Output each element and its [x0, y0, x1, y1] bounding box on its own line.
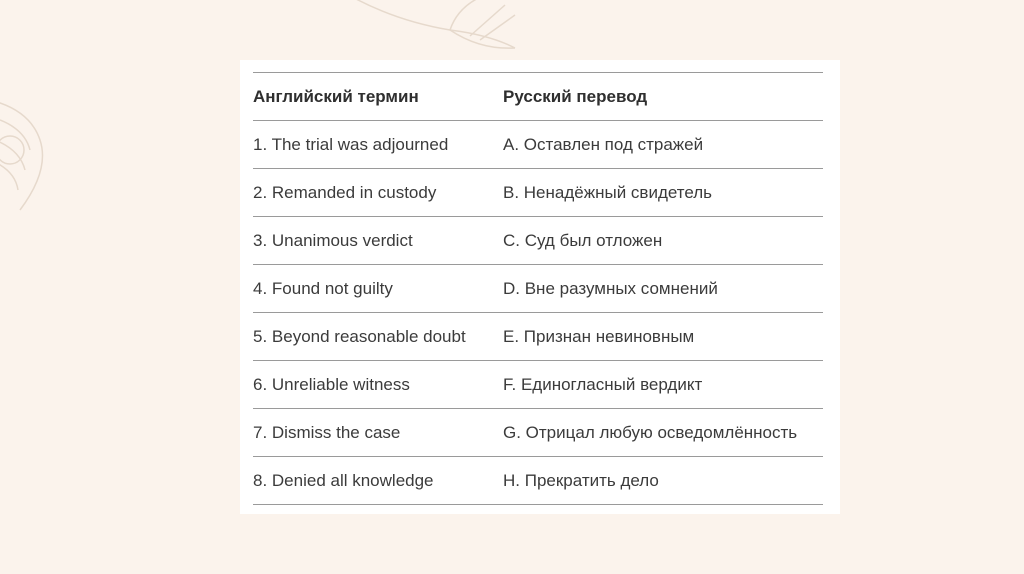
russian-translation: G. Отрицал любую осведомлённость [503, 409, 823, 457]
table-row [253, 457, 823, 505]
russian-translation: C. Суд был отложен [503, 217, 823, 265]
english-term: 7. Dismiss the case [253, 409, 503, 457]
table-row [253, 313, 823, 361]
russian-translation: A. Оставлен под стражей [503, 121, 823, 169]
table-header-row [253, 73, 823, 121]
table-row [253, 169, 823, 217]
terms-table [253, 72, 823, 505]
english-term: 4. Found not guilty [253, 265, 503, 313]
english-term: 6. Unreliable witness [253, 361, 503, 409]
header-english-term: Английский термин [253, 73, 503, 121]
english-term: 3. Unanimous verdict [253, 217, 503, 265]
table-card [240, 60, 840, 514]
english-term: 5. Beyond reasonable doubt [253, 313, 503, 361]
header-russian-translation: Русский перевод [503, 73, 823, 121]
flower-decoration [0, 90, 60, 220]
russian-translation: H. Прекратить дело [503, 457, 823, 505]
russian-translation: F. Единогласный вердикт [503, 361, 823, 409]
table-row [253, 361, 823, 409]
table-row [253, 217, 823, 265]
leaf-decoration [330, 0, 530, 60]
table-row [253, 265, 823, 313]
english-term: 8. Denied all knowledge [253, 457, 503, 505]
russian-translation: B. Ненадёжный свидетель [503, 169, 823, 217]
table-row [253, 409, 823, 457]
russian-translation: D. Вне разумных сомнений [503, 265, 823, 313]
table-row [253, 121, 823, 169]
english-term: 2. Remanded in custody [253, 169, 503, 217]
english-term: 1. The trial was adjourned [253, 121, 503, 169]
russian-translation: E. Признан невиновным [503, 313, 823, 361]
